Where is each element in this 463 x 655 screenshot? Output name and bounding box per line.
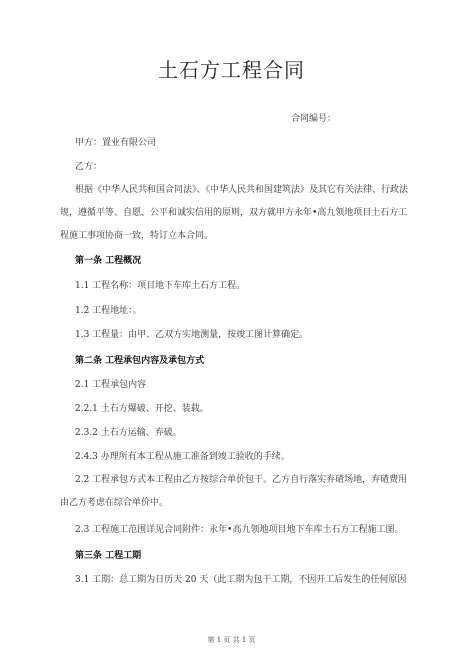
page-footer: 第 1 页 共 1 页 (207, 636, 256, 644)
clause-2-4-3: 2.4.3 办理所有本工程从施工准备到竣工验收的手续。 (75, 452, 290, 462)
clause-2-2-1: 2.2.1 土石方爆破、开挖、装载。 (75, 404, 209, 414)
clause-2-3: 2.3 工程施工范围详见合同附件：永年•高九领地项目地下车库土石方工程施工图。 (75, 525, 404, 535)
clause-3-1: 3.1 工期：总工期为日历天 20 天（此工期为包干工期，不因开工后发生的任何原因 (75, 575, 407, 585)
clause-1-2: 1.2 工程地址：。 (75, 306, 142, 316)
clause-1-1: 1.1 工程名称：项目地下车库土石方工程。 (75, 281, 246, 291)
document-title: 土石方工程合同 (158, 58, 305, 82)
party-b: 乙方： (75, 162, 103, 172)
article-3-heading: 第三条 工程工期 (75, 551, 142, 561)
clause-2-3-2: 2.3.2 土石方运输、弃破。 (75, 428, 182, 438)
article-2-heading: 第二条 工程承包内容及承包方式 (75, 356, 205, 366)
clause-1-3: 1.3 工程量：由甲、乙双方实地测量，按竣工图计算确定。 (75, 330, 309, 340)
party-a: 甲方：置业有限公司 (75, 138, 157, 148)
clause-2-1: 2.1 工程承包内容 (75, 380, 147, 390)
article-1-heading: 第一条 工程概况 (75, 256, 142, 266)
preamble-paragraph: 根据《中华人民共和国合同法》、《中华人民共和国建筑法》及其它有关法律、行政法规，遵循平等、自愿、公平和诚实信用的原则，双方就甲方永年•高九领地项目土石方工程施工事项协商一致，特订立本合同。 (60, 185, 409, 241)
clause-2-2: 2.2 工程承包方式本工程由乙方按综合单价包干。乙方自行落实弃碴场地，弃碴费用由乙方考虑在综合单价中。 (60, 475, 408, 508)
contract-number-label: 合同编号： (291, 114, 337, 124)
